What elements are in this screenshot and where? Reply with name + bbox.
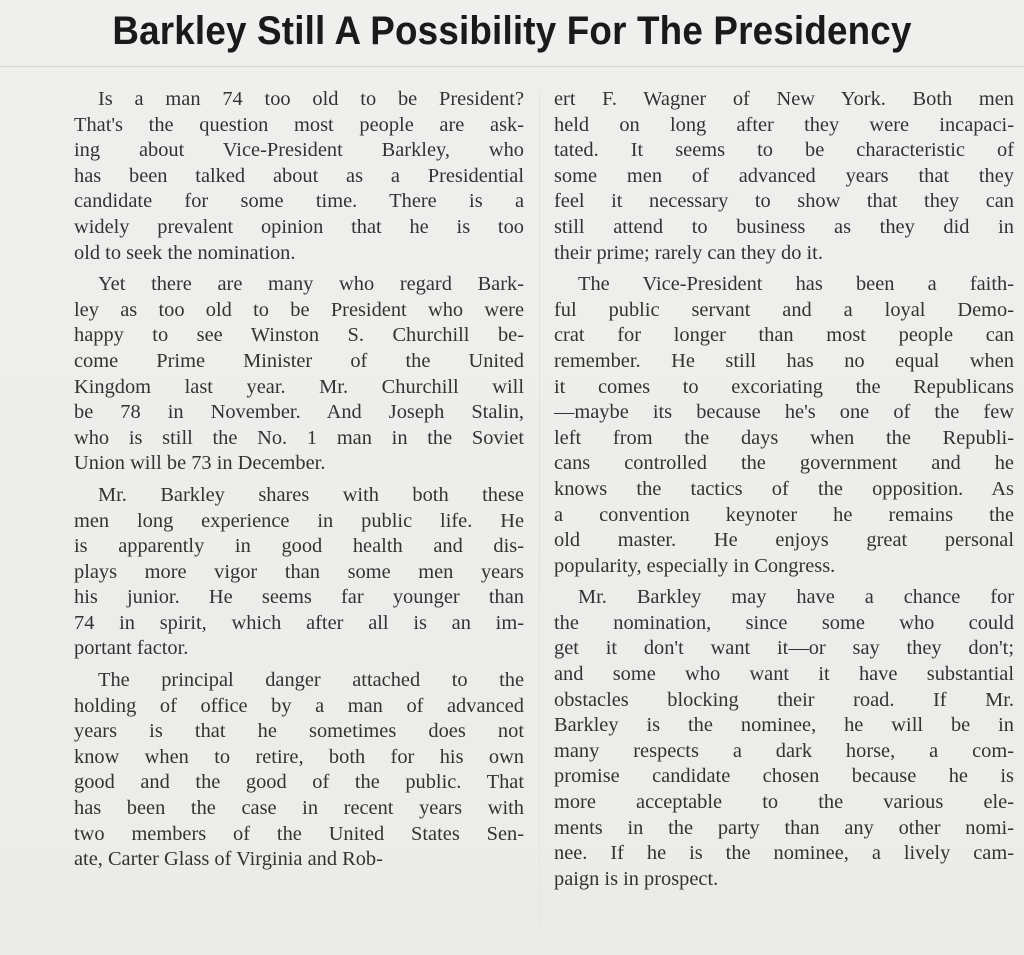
right-column bbox=[554, 87, 1014, 892]
text-line: happy to see Winston S. Churchill be- bbox=[74, 324, 524, 347]
text-line: get it don't want it—or say they don't; bbox=[554, 637, 1014, 660]
text-line: tated. It seems to be characteristic of bbox=[554, 139, 1014, 162]
text-line: feel it necessary to show that they can bbox=[554, 190, 1014, 213]
text-line: crat for longer than most people can bbox=[554, 324, 1014, 347]
text-line: is apparently in good health and dis- bbox=[74, 535, 524, 558]
text-line: holding of office by a man of advanced bbox=[74, 694, 524, 717]
article-paragraph bbox=[74, 483, 524, 662]
text-line: has been talked about as a Presidential bbox=[74, 164, 524, 187]
text-line: promise candidate chosen because he is bbox=[554, 765, 1014, 788]
text-line: come Prime Minister of the United bbox=[74, 349, 524, 372]
text-line: ments in the party than any other nomi- bbox=[554, 816, 1014, 839]
text-line: good and the good of the public. That bbox=[74, 771, 524, 794]
text-line: popularity, especially in Congress. bbox=[554, 554, 836, 577]
text-line: Yet there are many who regard Bark- bbox=[98, 273, 524, 296]
text-line: 74 in spirit, which after all is an im- bbox=[74, 611, 524, 634]
text-line: ing about Vice-President Barkley, who bbox=[74, 139, 524, 162]
text-line: men long experience in public life. He bbox=[74, 509, 524, 532]
text-line: be 78 in November. And Joseph Stalin, bbox=[74, 401, 524, 424]
text-line: old master. He enjoys great personal bbox=[554, 529, 1014, 552]
text-line: held on long after they were incapaci- bbox=[554, 113, 1014, 136]
text-line: Mr. Barkley may have a chance for bbox=[578, 586, 1014, 609]
text-line: cans controlled the government and he bbox=[554, 452, 1014, 475]
text-line: their prime; rarely can they do it. bbox=[554, 241, 823, 264]
column-divider bbox=[539, 90, 540, 925]
text-line: ley as too old to be President who were bbox=[74, 298, 524, 321]
text-line: still attend to business as they did in bbox=[554, 215, 1014, 238]
text-line: paign is in prospect. bbox=[554, 867, 719, 890]
text-line: widely prevalent opinion that he is too bbox=[74, 215, 524, 238]
text-line: old to seek the nomination. bbox=[74, 241, 296, 264]
text-line: The Vice-President has been a faith- bbox=[578, 273, 1014, 296]
headline-rule bbox=[0, 66, 1024, 67]
article-paragraph bbox=[554, 272, 1014, 579]
article-paragraph bbox=[74, 668, 524, 873]
headline: Barkley Still A Possibility For The Presidency bbox=[112, 9, 912, 53]
text-line: Is a man 74 too old to be President? bbox=[98, 88, 524, 110]
article-paragraph bbox=[74, 272, 524, 477]
text-line: know when to retire, both for his own bbox=[74, 745, 524, 768]
text-line: remember. He still has no equal when bbox=[554, 349, 1014, 372]
text-line: Mr. Barkley shares with both these bbox=[98, 483, 524, 506]
text-line: nee. If he is the nominee, a lively cam- bbox=[554, 842, 1014, 865]
text-line: has been the case in recent years with bbox=[74, 797, 524, 820]
text-line: obstacles blocking their road. If Mr. bbox=[554, 688, 1014, 711]
text-line: some men of advanced years that they bbox=[554, 164, 1014, 187]
text-line: knows the tactics of the opposition. As bbox=[554, 477, 1014, 500]
article-paragraph bbox=[74, 87, 524, 266]
text-line: a convention keynoter he remains the bbox=[554, 503, 1014, 526]
text-line: left from the days when the Republi- bbox=[554, 426, 1014, 449]
text-line: candidate for some time. There is a bbox=[74, 190, 524, 213]
article-paragraph bbox=[554, 87, 1014, 266]
article-paragraph bbox=[554, 585, 1014, 892]
text-line: The principal danger attached to the bbox=[98, 669, 524, 692]
text-line: his junior. He seems far younger than bbox=[74, 586, 524, 609]
text-line: more acceptable to the various ele- bbox=[554, 791, 1014, 814]
text-line: it comes to excoriating the Republicans bbox=[554, 375, 1014, 398]
text-line: two members of the United States Sen- bbox=[74, 822, 524, 845]
text-line: Kingdom last year. Mr. Churchill will bbox=[74, 375, 524, 398]
text-line: and some who want it have substantial bbox=[554, 663, 1014, 686]
text-line: Union will be 73 in December. bbox=[74, 452, 326, 475]
text-line: plays more vigor than some men years bbox=[74, 560, 524, 583]
text-line: Barkley is the nominee, he will be in bbox=[554, 714, 1014, 737]
text-line: ate, Carter Glass of Virginia and Rob- bbox=[74, 848, 383, 871]
text-line: ert F. Wagner of New York. Both men bbox=[554, 88, 1014, 110]
text-line: the nomination, since some who could bbox=[554, 611, 1014, 634]
text-line: years is that he sometimes does not bbox=[74, 720, 524, 743]
text-line: portant factor. bbox=[74, 637, 189, 660]
text-line: ful public servant and a loyal Demo- bbox=[554, 298, 1014, 321]
text-line: who is still the No. 1 man in the Soviet bbox=[74, 426, 524, 449]
text-line: —maybe its because he's one of the few bbox=[554, 401, 1014, 424]
text-line: many respects a dark horse, a com- bbox=[554, 739, 1014, 762]
left-column bbox=[74, 87, 524, 873]
text-line: That's the question most people are ask- bbox=[74, 113, 524, 136]
